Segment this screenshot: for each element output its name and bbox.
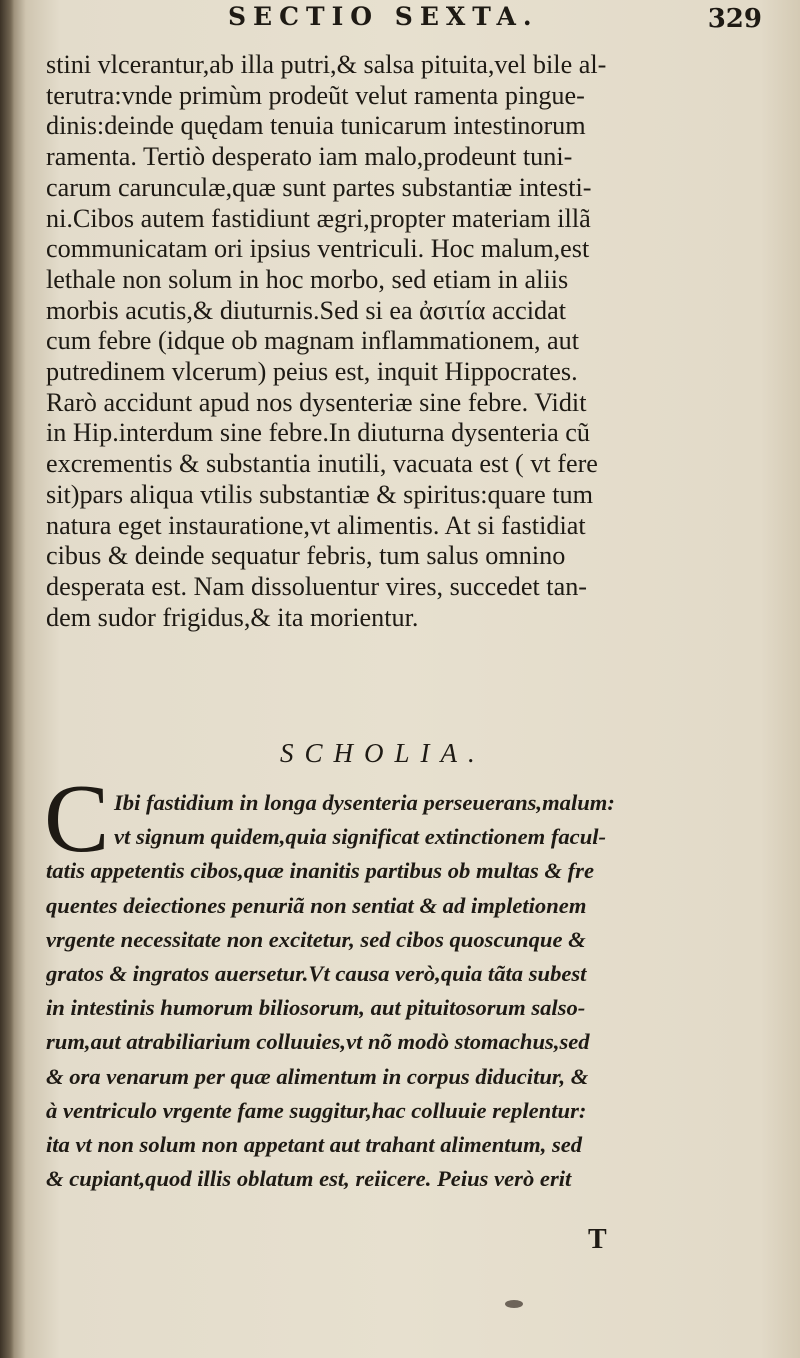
- page-number: 329: [707, 4, 762, 34]
- text-line: cum febre (idque ob magnam inflammationem, aut: [46, 326, 580, 356]
- scholia-line: à ventriculo vrgente fame suggitur,hac colluuie replentur:: [46, 1097, 587, 1123]
- text-line: natura eget instauratione,vt alimentis. At si fastidiat: [46, 510, 586, 540]
- scholia-line: & ora venarum per quæ alimentum in corpus diducitur, &: [46, 1063, 589, 1089]
- signature-mark: T: [588, 1224, 607, 1255]
- text-line: ramenta. Tertiò desperato iam malo,prodeunt tuni-: [46, 142, 573, 172]
- text-line: desperata est. Nam dissoluentur vires, succedet tan-: [46, 571, 588, 601]
- text-line: dinis:deinde quędam tenuia tunicarum intestinorum: [46, 111, 586, 141]
- scholia-line: gratos & ingratos auersetur.Vt causa verò,quia tãta subest: [46, 961, 587, 987]
- text-line: lethale non solum in hoc morbo, sed etiam in aliis: [46, 264, 569, 294]
- scholia-line: vt signum quidem,quia significat extinctionem facul-: [114, 824, 607, 850]
- text-line: terutra:vnde primùm prodeũt velut ramenta pingue-: [46, 80, 585, 110]
- drop-cap: C: [44, 765, 110, 873]
- ink-smudge: [505, 1300, 523, 1308]
- scholia-line: tatis appetentis cibos,quæ inanitis partibus ob multas & fre: [46, 858, 594, 884]
- text-line: in Hip.interdum sine febre.In diuturna dysenteria cũ: [46, 418, 590, 448]
- text-line: dem sudor frigidus,& ita morientur.: [46, 602, 419, 632]
- main-text-block: [46, 50, 756, 633]
- scholia-line: vrgente necessitate non excitetur, sed cibos quoscunque &: [46, 926, 586, 952]
- text-line: Rarò accidunt apud nos dysenteriæ sine febre. Vidit: [46, 387, 587, 417]
- text-line: excrementis & substantia inutili, vacuata est ( vt fere: [46, 449, 598, 479]
- scholia-text-block: [46, 786, 762, 1196]
- running-title: SECTIO SEXTA.: [228, 2, 539, 31]
- text-line: stini vlcerantur,ab illa putri,& salsa pituita,vel bile al-: [46, 50, 607, 79]
- scholia-line: ita vt non solum non appetant aut trahant alimentum, sed: [46, 1132, 583, 1158]
- page-binding-shadow: [0, 0, 14, 1358]
- text-line: ni.Cibos autem fastidiunt ægri,propter materiam illã: [46, 203, 591, 233]
- scholia-line: rum,aut atrabiliarium colluuies,vt nõ modò stomachus,sed: [46, 1029, 590, 1055]
- text-line: carum carunculæ,quæ sunt partes substantiæ intesti-: [46, 172, 592, 202]
- scholia-line: quentes deiectiones penuriã non sentiat & ad impletionem: [46, 892, 587, 918]
- text-line: cibus & deinde sequatur febris, tum salus omnino: [46, 541, 566, 571]
- text-line: morbis acutis,& diuturnis.Sed si ea ἀσιτία accidat: [46, 295, 566, 325]
- scholia-line: in intestinis humorum biliosorum, aut pituitosorum salso-: [46, 995, 586, 1021]
- scholia-line: Ibi fastidium in longa dysenteria perseuerans,malum:: [114, 790, 615, 815]
- scholia-heading: SCHOLIA.: [280, 738, 486, 768]
- text-line: sit)pars aliqua vtilis substantiæ & spiritus:quare tum: [46, 479, 593, 509]
- scholia-line: & cupiant,quod illis oblatum est, reiicere. Peius verò erit: [46, 1166, 572, 1192]
- text-line: putredinem vlcerum) peius est, inquit Hippocrates.: [46, 357, 578, 387]
- text-line: communicatam ori ipsius ventriculi. Hoc malum,est: [46, 234, 590, 264]
